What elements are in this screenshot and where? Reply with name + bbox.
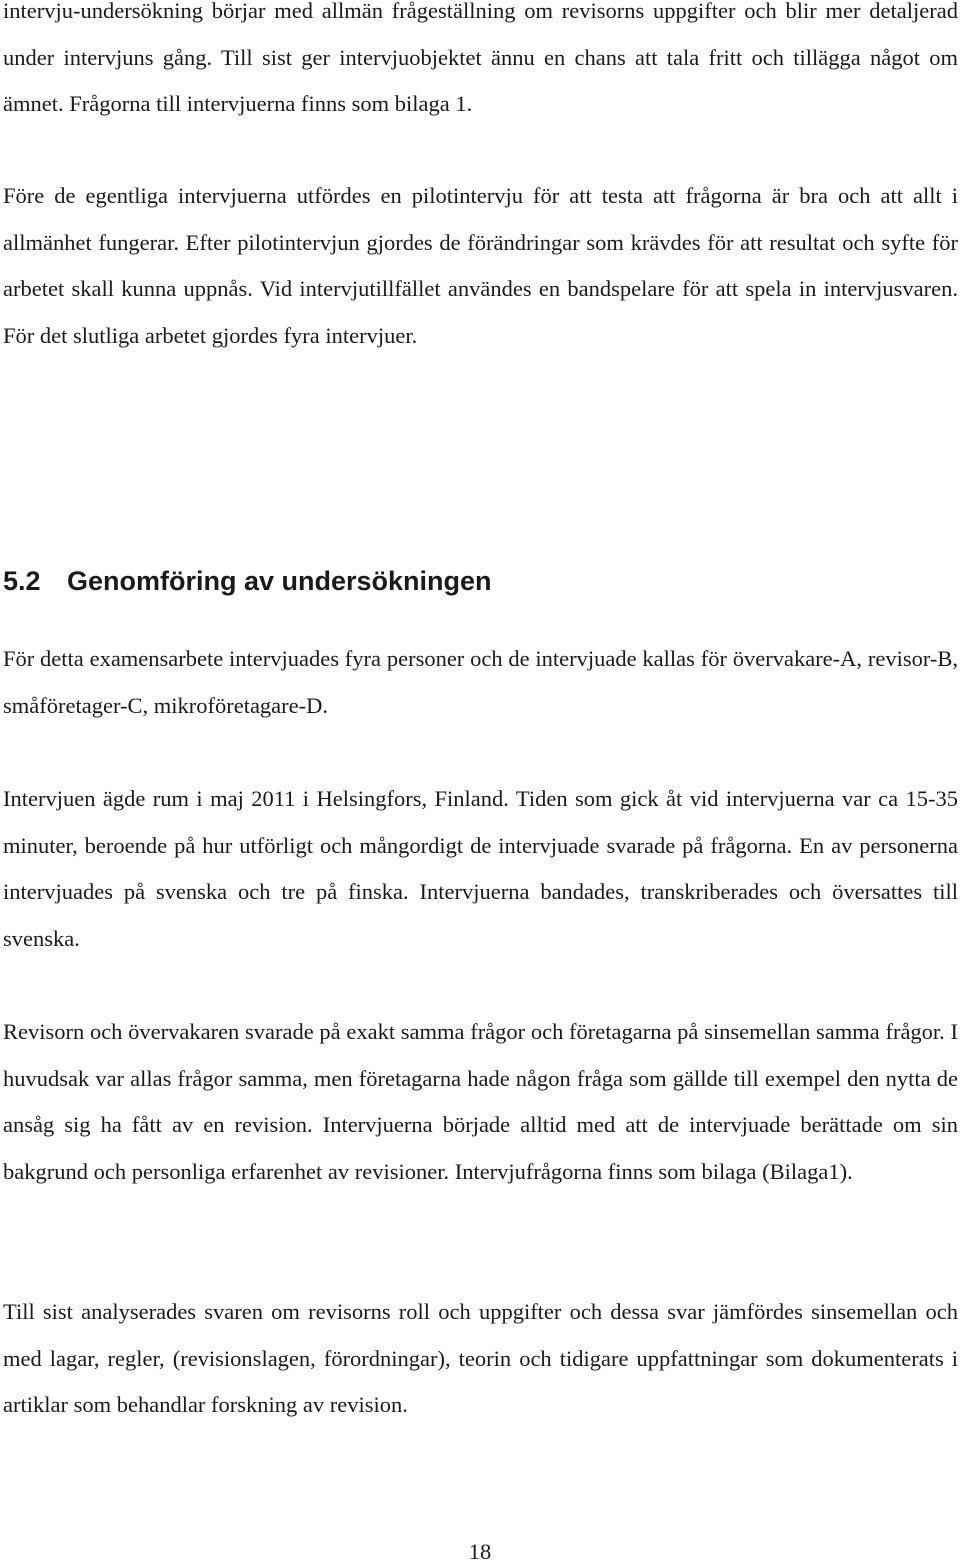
section-title: Genomföring av undersökningen xyxy=(67,566,492,596)
section-heading xyxy=(3,558,492,604)
body-paragraph: Till sist analyserades svaren om revisorns roll och uppgifter och dessa svar jämfördes sinsemellan och med lagar, regler, (revisionslagen, förordningar), teorin och tidigare uppfattningar som dokumenterats i artiklar som behandlar forskning av revision. xyxy=(3,1299,958,1417)
section-number: 5.2 xyxy=(3,566,41,596)
page-number: 18 xyxy=(468,1539,492,1564)
body-paragraph: För detta examensarbete intervjuades fyra personer och de intervjuade kallas för övervakare-A, revisor-B, småföretager-C, mikroföretagare-D. xyxy=(3,646,958,718)
body-paragraph: Intervjuen ägde rum i maj 2011 i Helsingfors, Finland. Tiden som gick åt vid intervjuerna var ca 15-35 minuter, beroende på hur utförligt och mångordigt de intervjuade svarade på frågorna. En av personerna intervjuades på svenska och tre på finska. Intervjuerna bandades, transkriberades och översattes till svenska. xyxy=(3,786,958,951)
body-paragraph: Före de egentliga intervjuerna utfördes en pilotintervju för att testa att frågorna är bra och att allt i allmänhet fungerar. Efter pilotintervjun gjordes de förändringar som krävdes för att resultat och syfte för arbetet skall kunna uppnås. Vid intervjutillfället användes en bandspelare för att spela in intervjusvaren. För det slutliga arbetet gjordes fyra intervjuer. xyxy=(3,183,958,348)
body-paragraph: Revisorn och övervakaren svarade på exakt samma frågor och företagarna på sinsemellan samma frågor. I huvudsak var allas frågor samma, men företagarna hade någon fråga som gällde till exempel den nytta de ansåg sig ha fått av en revision. Intervjuerna började alltid med att de intervjuade berättade om sin bakgrund och personliga erfarenhet av revisioner. Intervjufrågorna finns som bilaga (Bilaga1). xyxy=(3,1019,958,1184)
body-paragraph: intervju-undersökning börjar med allmän frågeställning om revisorns uppgifter och blir mer detaljerad under intervjuns gång. Till sist ger intervjuobjektet ännu en chans att tala fritt och tillägga något om ämnet. Frågorna till intervjuerna finns som bilaga 1. xyxy=(3,0,958,116)
